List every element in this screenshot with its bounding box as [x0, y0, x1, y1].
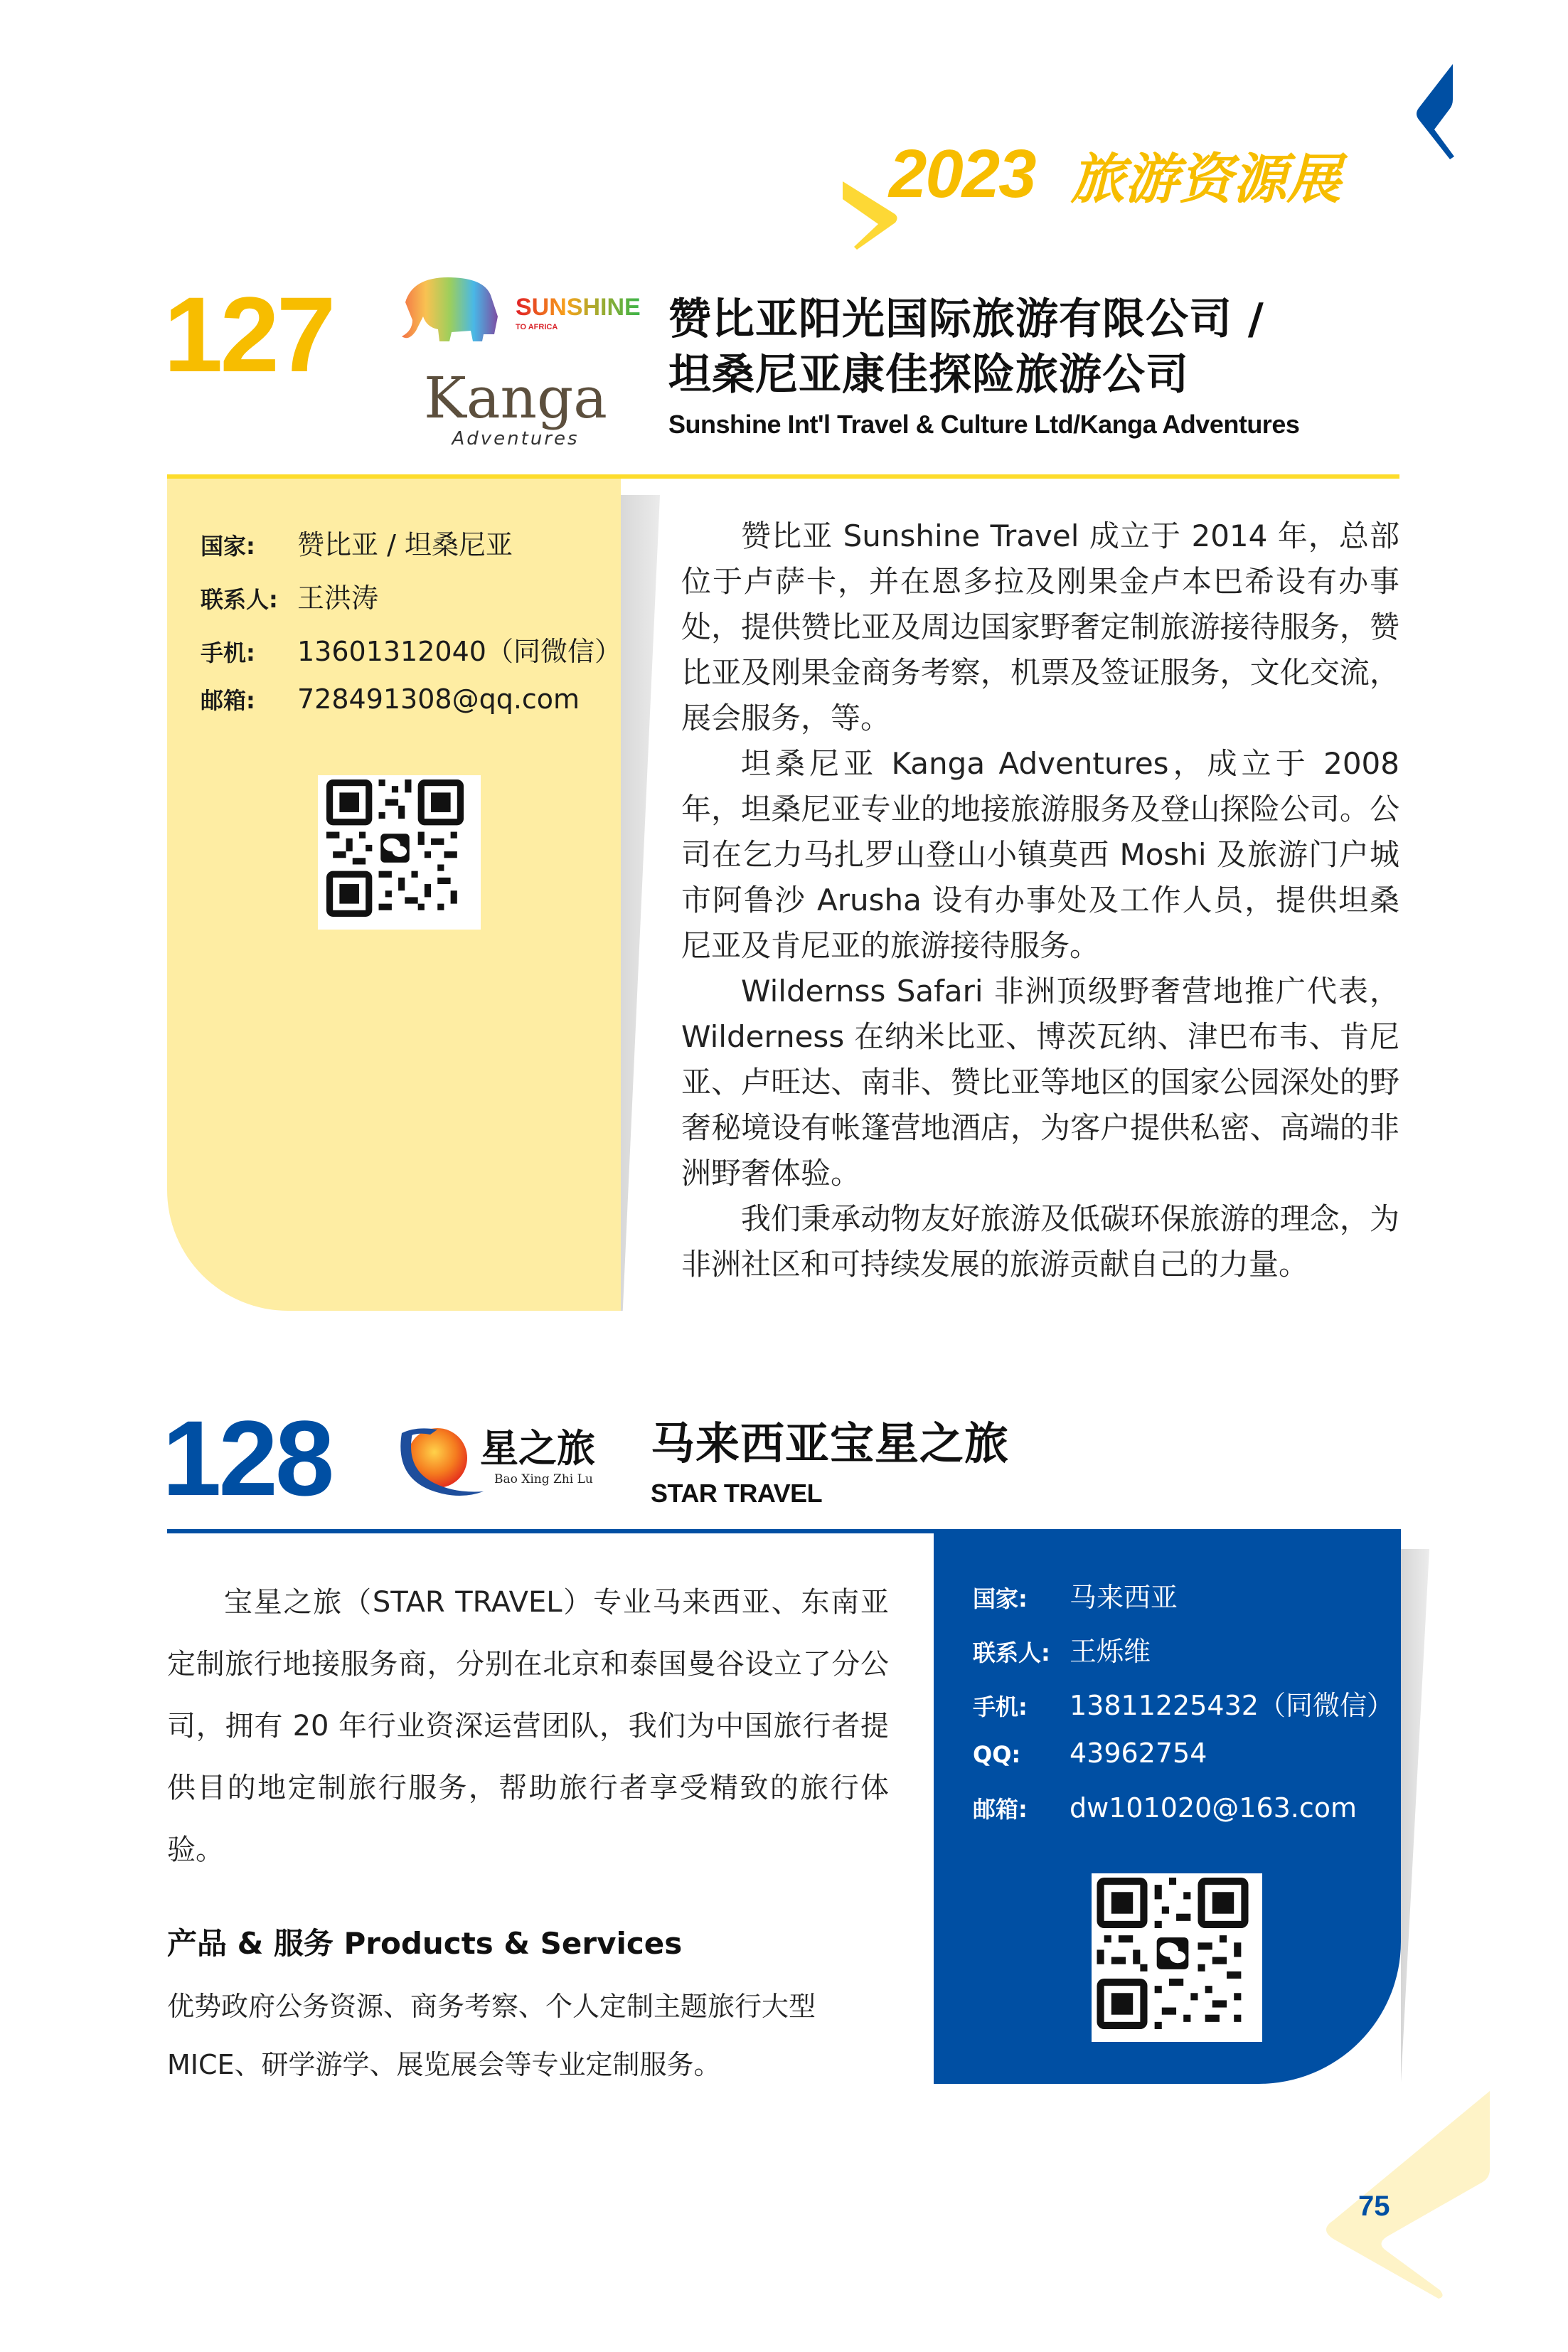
contact-row-email: 邮箱: dw101020@163.com [973, 1792, 1358, 1824]
panel-shadow [621, 495, 660, 1311]
description-paragraph: 赞比亚 Sunshine Travel 成立于 2014 年，总部位于卢萨卡，并在恩多拉及刚果金卢本巴希设有办事处，提供赞比亚及周边国家野奢定制旅游接待服务，赞比亚及刚果金商务考察，机票及签证服务，文化交流，展会服务，等。 [681, 518, 1399, 735]
wechat-qr-code [318, 775, 481, 930]
contact-row-qq: QQ: 43962754 [973, 1738, 1207, 1769]
services-heading: 产品 & 服务 Products & Services [167, 1926, 683, 1961]
description-paragraph: Wildernss Safari 非洲顶级野奢营地推广代表，Wilderness 在纳米比亚、博茨瓦纳、津巴布韦、肯尼亚、卢旺达、南非、赞比亚等地区的国家公园深处的野奢秘境设有帐篷营地酒店，为客户提供私密、高端的非洲野奢体验。 [681, 974, 1399, 1191]
company-description [681, 513, 1399, 1287]
contact-row-country: 国家: 赞比亚 / 坦桑尼亚 [201, 529, 513, 560]
page-chevron-icon [1305, 2091, 1497, 2304]
svg-text:星之旅: 星之旅 [480, 1425, 595, 1471]
kanga-tagline: Adventures [452, 428, 580, 449]
expo-name: 旅游资源展 [1070, 147, 1341, 211]
description-paragraph: 我们秉承动物友好旅游及低碳环保旅游的理念，为非洲社区和可持续发展的旅游贡献自己的力量。 [681, 1201, 1399, 1282]
svg-text:TO AFRICA: TO AFRICA [516, 323, 558, 331]
exhibitor-number: 128 [162, 1398, 332, 1518]
contact-row-person: 联系人: 王烁维 [973, 1636, 1151, 1667]
kanga-wordmark: Kanga [424, 365, 607, 431]
contact-row-person: 联系人: 王洪涛 [201, 582, 379, 614]
company-name-cn-line2: 坦桑尼亚康佳探险旅游公司 [668, 350, 1189, 400]
panel-shadow [1401, 1549, 1429, 2082]
services-text: 优势政府公务资源、商务考察、个人定制主题旅行大型 MICE、研学游学、展览展会等专业定制服务。 [167, 1991, 816, 2080]
expo-year: 2023 [889, 136, 1035, 212]
contact-row-phone: 手机: 13601312040（同微信） [201, 636, 622, 667]
svg-text:SUNSHINE: SUNSHINE [516, 294, 640, 321]
contact-info [973, 1575, 1394, 1846]
svg-text:Bao Xing Zhi Lu: Bao Xing Zhi Lu [494, 1472, 593, 1486]
contact-row-email: 邮箱: 728491308@qq.com [201, 683, 580, 715]
sunshine-logo [384, 274, 640, 352]
exhibitor-title [651, 1415, 1009, 1508]
expo-header-title [889, 135, 1341, 213]
qr-code-icon [322, 779, 468, 917]
globe-logo-icon [388, 1412, 615, 1504]
header-chevron-blue-icon [1376, 64, 1461, 164]
company-description [167, 1572, 889, 1881]
star-travel-logo [388, 1412, 615, 1504]
wechat-qr-code [1092, 1873, 1262, 2042]
company-name-cn-line1: 赞比亚阳光国际旅游有限公司 / [668, 294, 1264, 344]
exhibitor-title [668, 292, 1408, 440]
contact-row-country: 国家: 马来西亚 [973, 1582, 1178, 1613]
description-paragraph: 坦桑尼亚 Kanga Adventures，成立于 2008 年，坦桑尼亚专业的地接旅游服务及登山探险公司。公司在乞力马扎罗山登山小镇莫西 Moshi 及旅游门户城市阿鲁沙 Arusha 设有办事处及工作人员，提供坦桑尼亚及肯尼亚的旅游接待服务。 [681, 746, 1399, 963]
company-name-cn: 马来西亚宝星之旅 [651, 1417, 1010, 1469]
exhibitor-number: 127 [164, 275, 334, 394]
elephant-logo-icon [384, 274, 640, 352]
company-name-en: Sunshine Int'l Travel & Culture Ltd/Kanga Adventures [668, 410, 1300, 439]
page-number: 75 [1358, 2191, 1390, 2222]
contact-row-phone: 手机: 13811225432（同微信） [973, 1690, 1394, 1721]
contact-info [201, 523, 622, 736]
qr-code-icon [1096, 1878, 1249, 2029]
kanga-logo [412, 365, 619, 455]
company-name-en: STAR TRAVEL [651, 1478, 823, 1508]
description-paragraph: 宝星之旅（STAR TRAVEL）专业马来西亚、东南亚定制旅行地接服务商，分别在北京和泰国曼谷设立了分公司，拥有 20 年行业资深运营团队，我们为中国旅行者提供目的地定制旅行服务，帮助旅行者享受精致的旅行体验。 [167, 1586, 889, 1866]
